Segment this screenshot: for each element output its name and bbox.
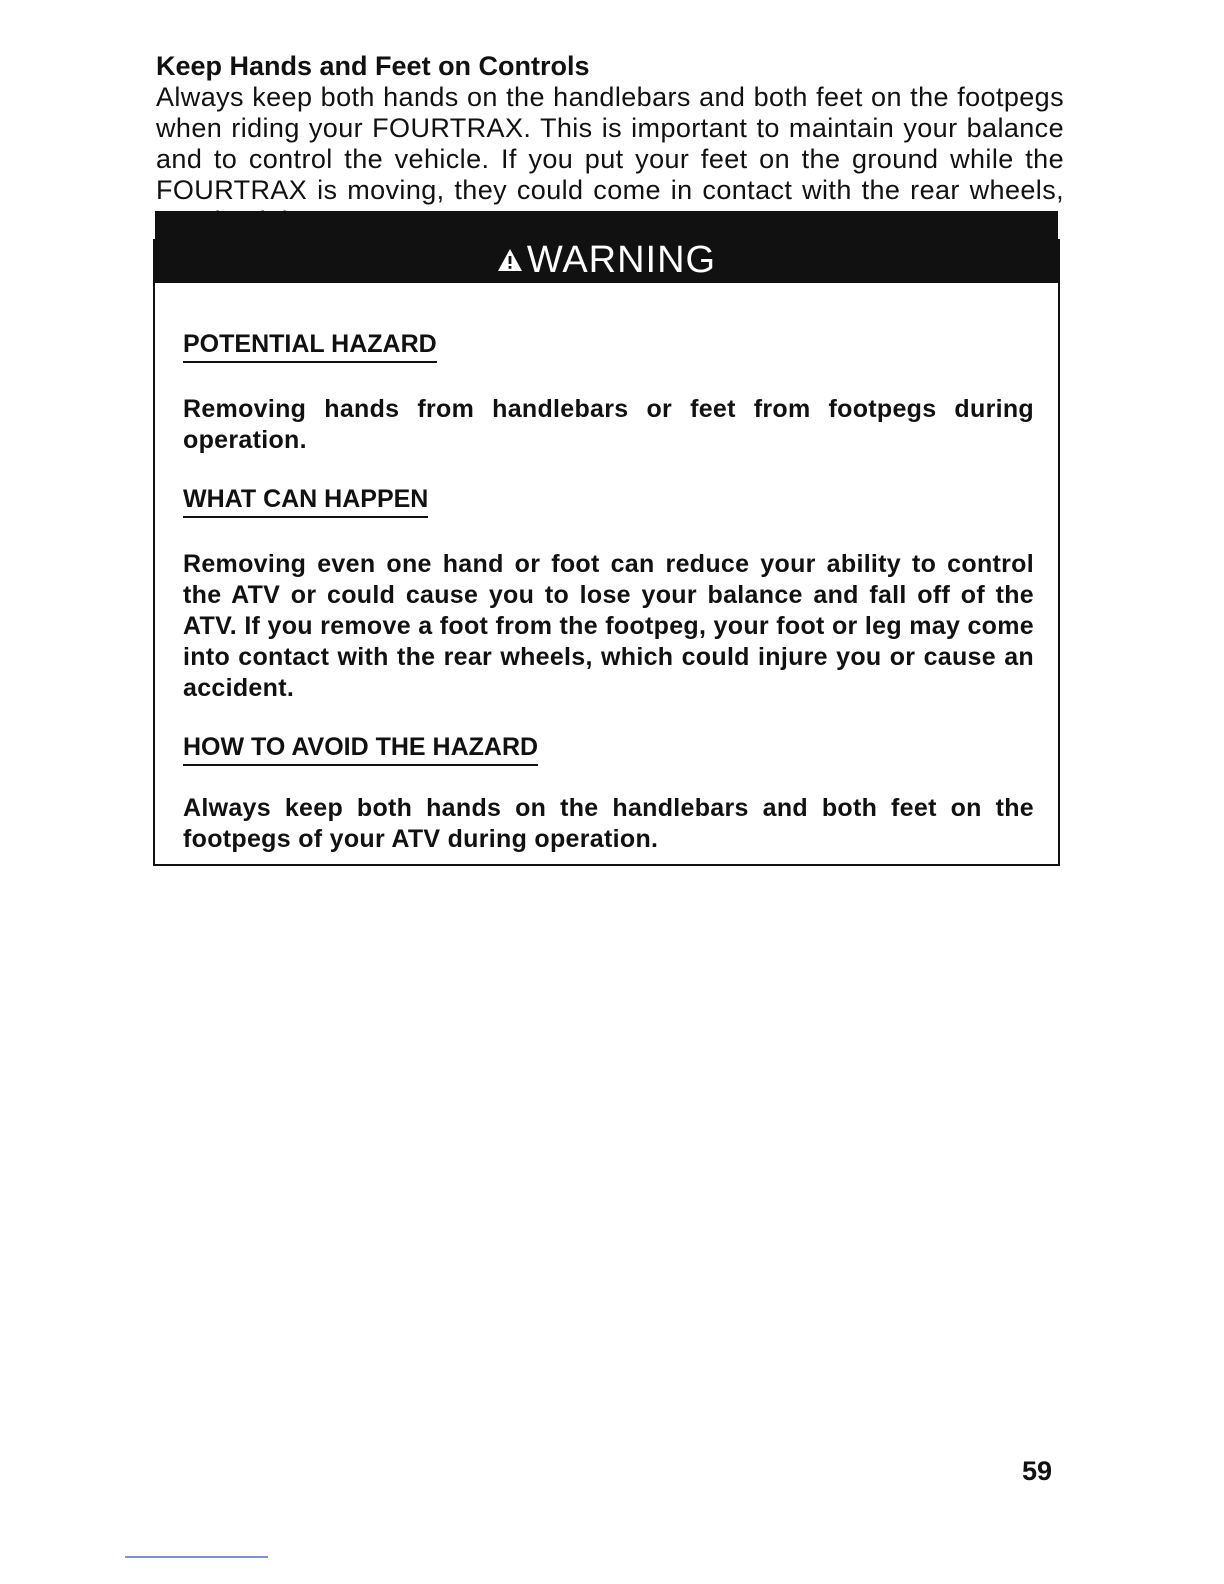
section-heading: Keep Hands and Feet on Controls bbox=[156, 51, 590, 81]
warning-banner bbox=[155, 211, 1058, 283]
how-to-avoid-heading: HOW TO AVOID THE HAZARD bbox=[183, 732, 538, 766]
warning-banner-label: WARNING bbox=[526, 239, 717, 281]
warning-box bbox=[153, 239, 1060, 866]
warning-triangle-icon bbox=[497, 237, 523, 283]
how-to-avoid-text: Always keep both hands on the handlebars and both feet on the footpegs of your ATV during operation. bbox=[183, 794, 1034, 853]
potential-hazard-heading: POTENTIAL HAZARD bbox=[183, 329, 437, 363]
footer-rule bbox=[125, 1556, 268, 1558]
page-number: 59 bbox=[1022, 1456, 1053, 1486]
what-can-happen-heading: WHAT CAN HAPPEN bbox=[183, 484, 428, 518]
intro-section bbox=[156, 50, 1064, 237]
what-can-happen-text: Removing even one hand or foot can reduce your ability to control the ATV or could cause you to lose your balance and fall off of the ATV. If you remove a foot from the footpeg, your foot or leg may come into contact with the rear wheels, which could injure you or cause an accident. bbox=[183, 550, 1034, 702]
section-body: Always keep both hands on the handlebars and both feet on the footpegs when riding your FOURTRAX. This is important to maintain your balance and to control the vehicle. If you put your feet on the ground while the FOURTRAX is moving, they could come in contact with the rear wheels, bbox=[156, 82, 1064, 205]
potential-hazard-text: Removing hands from handlebars or feet from footpegs during operation. bbox=[183, 395, 1034, 454]
